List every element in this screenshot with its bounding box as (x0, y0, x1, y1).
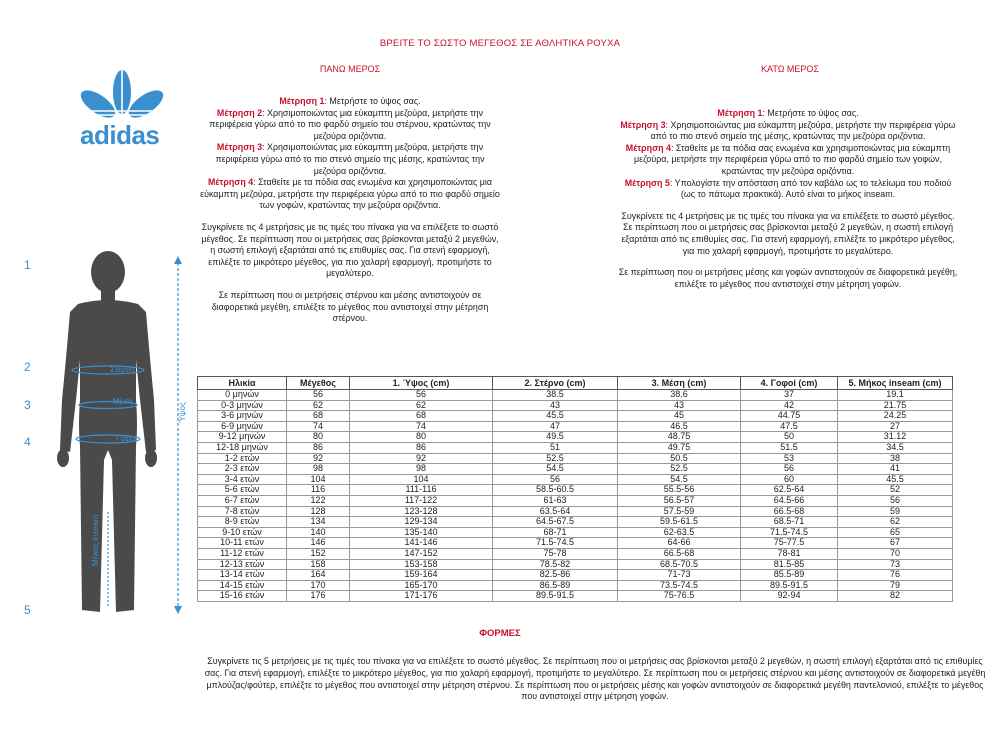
table-cell: 59.5-61.5 (618, 517, 741, 528)
top-measure-2: Μέτρηση 2: Χρησιμοποιώντας μια εύκαμπτη μεζούρα, μετρήστε την περιφέρεια γύρω από το πιο φαρδύ σημείο του στέρνου, κρατώντας την μεζούρα οριζόντια. (209, 107, 491, 141)
table-cell: 122 (287, 495, 350, 506)
table-row (198, 464, 953, 475)
table-cell: 68.5-70.5 (618, 559, 741, 570)
table-cell: 50 (741, 432, 838, 443)
table-cell: 56 (493, 474, 618, 485)
table-cell: 165-170 (350, 580, 493, 591)
table-cell: 56 (350, 390, 493, 401)
table-cell: 21.75 (838, 400, 953, 411)
marker-3: 3 (24, 398, 31, 412)
table-cell: 8-9 ετών (198, 517, 287, 528)
top-paragraph-2: Σε περίπτωση που οι μετρήσεις στέρνου και μέσης αντιστοιχούν σε διαφορετικά μεγέθη, επιλέξτε το μέγεθος που αντιστοιχεί στην μέτρηση στέρνου. (211, 289, 489, 324)
col-chest: 2. Στέρνο (cm) (493, 377, 618, 390)
table-cell: 86 (287, 442, 350, 453)
table-cell: 153-158 (350, 559, 493, 570)
table-cell: 10-11 ετών (198, 538, 287, 549)
table-cell: 71.5-74.5 (493, 538, 618, 549)
table-cell: 54.5 (493, 464, 618, 475)
table-cell: 78-81 (741, 548, 838, 559)
table-cell: 67 (838, 538, 953, 549)
table-cell: 43 (493, 400, 618, 411)
top-instructions (200, 96, 500, 325)
table-cell: 60 (741, 474, 838, 485)
table-cell: 63.5-64 (493, 506, 618, 517)
table-row (198, 570, 953, 581)
table-cell: 80 (350, 432, 493, 443)
table-row (198, 400, 953, 411)
table-cell: 56.5-57 (618, 495, 741, 506)
size-table-body (198, 390, 953, 602)
top-paragraph-1: Συγκρίνετε τις 4 μετρήσεις με τις τιμές του πίνακα για να επιλέξετε το σωστό μέγεθος. Σε περίπτωση που οι μετρήσεις σας βρίσκονται μεταξύ 2 μεγεθών, η σωστή επιλογή εξαρτάται από τις επιθυμίες σας. Για στενή εφαρμογή, επιλέξτε το μικρότερο μέγεθος, για πιο χαλαρή εφαρμογή, προτιμήστε το μεγαλύτερο. (201, 221, 499, 279)
table-cell: 12-18 μηνών (198, 442, 287, 453)
bottom-paragraph-1: Συγκρίνετε τις 4 μετρήσεις με τις τιμές του πίνακα για να επιλέξετε το σωστό μέγεθος. Σε περίπτωση που οι μετρήσεις σας βρίσκονται μεταξύ 2 μεγεθών, η σωστή επιλογή εξαρτάται από τις επιθυμίες σας. Για στενή εφαρμογή, επιλέξτε το μικρότερο μέγεθος, για πιο χαλαρή εφαρμογή, προτιμήστε το μεγαλύτερο. (621, 210, 955, 256)
table-cell: 51 (493, 442, 618, 453)
table-cell: 6-9 μηνών (198, 421, 287, 432)
table-cell: 73 (838, 559, 953, 570)
table-cell: 45.5 (493, 411, 618, 422)
table-row (198, 474, 953, 485)
table-cell: 81.5-85 (741, 559, 838, 570)
table-cell: 57.5-59 (618, 506, 741, 517)
bottom-measure-1: Μέτρηση 1: Μετρήστε το ύψος σας. (717, 108, 859, 118)
table-cell: 51.5 (741, 442, 838, 453)
table-cell: 82 (838, 591, 953, 602)
marker-2: 2 (24, 360, 31, 374)
table-cell: 38.6 (618, 390, 741, 401)
table-cell: 56 (287, 390, 350, 401)
formes-heading: ΦΟΡΜΕΣ (479, 628, 521, 639)
table-cell: 27 (838, 421, 953, 432)
table-cell: 68 (287, 411, 350, 422)
table-row (198, 432, 953, 443)
table-row (198, 453, 953, 464)
table-cell: 86.5-89 (493, 580, 618, 591)
table-cell: 5-6 ετών (198, 485, 287, 496)
table-cell: 62 (838, 517, 953, 528)
table-cell: 92-94 (741, 591, 838, 602)
table-cell: 68 (350, 411, 493, 422)
table-row (198, 559, 953, 570)
table-cell: 52.5 (618, 464, 741, 475)
bottom-measure-5: Μέτρηση 5: Υπολογίστε την απόσταση από τον καβάλο ως το τελείωμα του ποδιού (ως το πάτωμα πρακτικά). Αυτό είναι το μήκος inseam. (624, 177, 952, 200)
top-section-heading: ΠΑΝΩ ΜΕΡΟΣ (319, 64, 381, 74)
table-cell: 2-3 ετών (198, 464, 287, 475)
table-cell: 74 (287, 421, 350, 432)
table-cell: 78.5-82 (493, 559, 618, 570)
table-cell: 116 (287, 485, 350, 496)
col-height: 1. Ύψος (cm) (350, 377, 493, 390)
table-cell: 104 (350, 474, 493, 485)
trefoil-icon (76, 66, 168, 122)
table-cell: 9-10 ετών (198, 527, 287, 538)
table-row (198, 485, 953, 496)
table-row (198, 591, 953, 602)
table-cell: 38.5 (493, 390, 618, 401)
col-size: Μέγεθος (287, 377, 350, 390)
table-row (198, 411, 953, 422)
table-cell: 55.5-56 (618, 485, 741, 496)
table-cell: 47.5 (741, 421, 838, 432)
brand-wordmark: adidas (80, 120, 160, 150)
col-age: Ηλικία (198, 377, 287, 390)
table-cell: 58.5-60.5 (493, 485, 618, 496)
table-cell: 56 (741, 464, 838, 475)
table-cell: 45.5 (838, 474, 953, 485)
top-measure-4: Μέτρηση 4: Σταθείτε με τα πόδια σας ενωμένα και χρησιμοποιώντας μια εύκαμπτη μεζούρα, μετρήστε την περιφέρεια γύρω από το πιο φαρδύ σημείο των γοφών, κρατώντας την μεζούρα οριζόντια. (200, 177, 500, 211)
table-cell: 44.75 (741, 411, 838, 422)
table-cell: 11-12 ετών (198, 548, 287, 559)
table-cell: 79 (838, 580, 953, 591)
waist-label: Μέση (113, 397, 133, 406)
table-row (198, 421, 953, 432)
table-cell: 92 (350, 453, 493, 464)
table-cell: 62 (350, 400, 493, 411)
table-row (198, 580, 953, 591)
col-hips: 4. Γοφοί (cm) (741, 377, 838, 390)
table-cell: 1-2 ετών (198, 453, 287, 464)
table-cell: 54.5 (618, 474, 741, 485)
table-cell: 52 (838, 485, 953, 496)
table-cell: 141-146 (350, 538, 493, 549)
table-cell: 65 (838, 527, 953, 538)
table-cell: 47 (493, 421, 618, 432)
table-cell: 158 (287, 559, 350, 570)
table-cell: 89.5-91.5 (741, 580, 838, 591)
table-cell: 64-66 (618, 538, 741, 549)
table-cell: 59 (838, 506, 953, 517)
table-cell: 135-140 (350, 527, 493, 538)
table-cell: 64.5-67.5 (493, 517, 618, 528)
table-row (198, 517, 953, 528)
table-cell: 66.5-68 (618, 548, 741, 559)
table-cell: 53 (741, 453, 838, 464)
top-measure-3: Μέτρηση 3: Χρησιμοποιώντας μια εύκαμπτη μεζούρα, μετρήστε την περιφέρεια γύρω από το πιο στενό σημείο της μέσης, κρατώντας την μεζούρα οριζόντια. (215, 142, 485, 176)
bottom-paragraph-2: Σε περίπτωση που οι μετρήσεις μέσης και γοφών αντιστοιχούν σε διαφορετικά μεγέθη, επιλέξτε το μέγεθος που αντιστοιχεί στην μέτρηση γοφών. (618, 267, 958, 289)
table-cell: 128 (287, 506, 350, 517)
table-row (198, 390, 953, 401)
table-cell: 98 (350, 464, 493, 475)
table-cell: 34.5 (838, 442, 953, 453)
table-row (198, 506, 953, 517)
table-cell: 92 (287, 453, 350, 464)
table-cell: 7-8 ετών (198, 506, 287, 517)
marker-1: 1 (24, 258, 31, 272)
table-cell: 129-134 (350, 517, 493, 528)
table-cell: 0-3 μηνών (198, 400, 287, 411)
page-title: ΒΡΕΙΤΕ ΤΟ ΣΩΣΤΟ ΜΕΓΕΘΟΣ ΣΕ ΑΘΛΗΤΙΚΑ ΡΟΥΧΑ (379, 38, 621, 49)
table-cell: 164 (287, 570, 350, 581)
table-row (198, 548, 953, 559)
inseam-label: Μήκος inseam (91, 514, 101, 567)
table-cell: 171-176 (350, 591, 493, 602)
table-cell: 170 (287, 580, 350, 591)
table-cell: 14-15 ετών (198, 580, 287, 591)
table-cell: 68-71 (493, 527, 618, 538)
table-cell: 75-78 (493, 548, 618, 559)
table-cell: 64.5-66 (741, 495, 838, 506)
col-waist: 3. Μέση (cm) (618, 377, 741, 390)
table-cell: 42 (741, 400, 838, 411)
table-cell: 3-6 μηνών (198, 411, 287, 422)
marker-5: 5 (24, 603, 31, 617)
table-row (198, 442, 953, 453)
table-cell: 3-4 ετών (198, 474, 287, 485)
table-cell: 37 (741, 390, 838, 401)
table-cell: 62-63.5 (618, 527, 741, 538)
table-cell: 66.5-68 (741, 506, 838, 517)
table-cell: 89.5-91.5 (493, 591, 618, 602)
table-cell: 82.5-86 (493, 570, 618, 581)
table-cell: 176 (287, 591, 350, 602)
table-header-row (198, 377, 953, 390)
table-row (198, 538, 953, 549)
formes-text: Συγκρίνετε τις 5 μετρήσεις με τις τιμές του πίνακα για να επιλέξετε το σωστό μέγεθος. Σε περίπτωση που οι μετρήσεις σας βρίσκονται μεταξύ 2 μεγεθών, η σωστή επιλογή εξαρτάται από τις επιθυμίες σας. Για στενή εφαρμογή, επιλέξτε το μικρότερο μέγεθος, για πιο χαλαρή εφαρμογή, προτιμήστε το μεγαλύτερο. Σε περίπτωση που οι μετρήσεις στέρνου και μέσης αντιστοιχούν σε διαφορετικά μεγέθη μπλούζας/φούτερ, επιλέξτε το μέγεθος που αντιστοιχεί στην μέτρηση στέρνου. Σε περίπτωση που οι μετρήσεις μέσης και γοφών αντιστοιχούν σε διαφορετικά μεγέθη παντελονιού, επιλέξτε το μέγεθος που αντιστοιχεί στην μέτρηση γοφών. (204, 656, 986, 702)
table-cell: 152 (287, 548, 350, 559)
table-cell: 38 (838, 453, 953, 464)
size-table (197, 376, 953, 602)
table-cell: 85.5-89 (741, 570, 838, 581)
table-cell: 76 (838, 570, 953, 581)
table-cell: 86 (350, 442, 493, 453)
table-cell: 71-73 (618, 570, 741, 581)
table-cell: 62.5-64 (741, 485, 838, 496)
table-cell: 31.12 (838, 432, 953, 443)
table-cell: 49.5 (493, 432, 618, 443)
table-cell: 75-76.5 (618, 591, 741, 602)
table-cell: 123-128 (350, 506, 493, 517)
table-cell: 140 (287, 527, 350, 538)
bottom-instructions (618, 108, 958, 290)
table-cell: 159-164 (350, 570, 493, 581)
table-cell: 61-63 (493, 495, 618, 506)
table-cell: 147-152 (350, 548, 493, 559)
marker-4: 4 (24, 435, 31, 449)
table-cell: 48.75 (618, 432, 741, 443)
table-cell: 146 (287, 538, 350, 549)
table-cell: 98 (287, 464, 350, 475)
table-cell: 74 (350, 421, 493, 432)
table-cell: 43 (618, 400, 741, 411)
table-cell: 80 (287, 432, 350, 443)
table-cell: 68.5-71 (741, 517, 838, 528)
table-cell: 117-122 (350, 495, 493, 506)
bottom-section-heading: ΚΑΤΩ ΜΕΡΟΣ (761, 64, 819, 74)
table-cell: 46.5 (618, 421, 741, 432)
table-cell: 41 (838, 464, 953, 475)
table-cell: 0 μηνών (198, 390, 287, 401)
table-cell: 104 (287, 474, 350, 485)
table-cell: 71.5-74.5 (741, 527, 838, 538)
table-cell: 62 (287, 400, 350, 411)
table-cell: 13-14 ετών (198, 570, 287, 581)
table-cell: 75-77.5 (741, 538, 838, 549)
top-measure-1: Μέτρηση 1: Μετρήστε το ύψος σας. (279, 96, 421, 106)
col-inseam: 5. Μήκος inseam (cm) (838, 377, 953, 390)
table-cell: 56 (838, 495, 953, 506)
table-cell: 9-12 μηνών (198, 432, 287, 443)
table-cell: 24.25 (838, 411, 953, 422)
table-cell: 111-116 (350, 485, 493, 496)
table-cell: 50.5 (618, 453, 741, 464)
table-cell: 6-7 ετών (198, 495, 287, 506)
bottom-measure-4: Μέτρηση 4: Σταθείτε με τα πόδια σας ενωμένα και χρησιμοποιώντας μια εύκαμπτη μεζούρα, μετρήστε την περιφέρεια γύρω από το πιο φαρδύ σημείο των γοφών, κρατώντας την μεζούρα οριζόντια. (625, 142, 951, 176)
table-cell: 45 (618, 411, 741, 422)
table-cell: 12-13 ετών (198, 559, 287, 570)
table-cell: 19.1 (838, 390, 953, 401)
table-row (198, 495, 953, 506)
table-cell: 15-16 ετών (198, 591, 287, 602)
table-cell: 134 (287, 517, 350, 528)
hips-label: Γοφοί (116, 434, 137, 443)
chest-label: Στέρνο (110, 365, 135, 374)
table-cell: 70 (838, 548, 953, 559)
table-cell: 73.5-74.5 (618, 580, 741, 591)
table-cell: 49.75 (618, 442, 741, 453)
table-cell: 52.5 (493, 453, 618, 464)
height-label: Ύψος (177, 402, 187, 423)
bottom-measure-3: Μέτρηση 3: Χρησιμοποιώντας μια εύκαμπτη μεζούρα, μετρήστε την περιφέρεια γύρω από το πιο στενό σημείο της μέσης, κρατώντας την μεζούρα οριζόντια. (620, 119, 956, 142)
table-row (198, 527, 953, 538)
